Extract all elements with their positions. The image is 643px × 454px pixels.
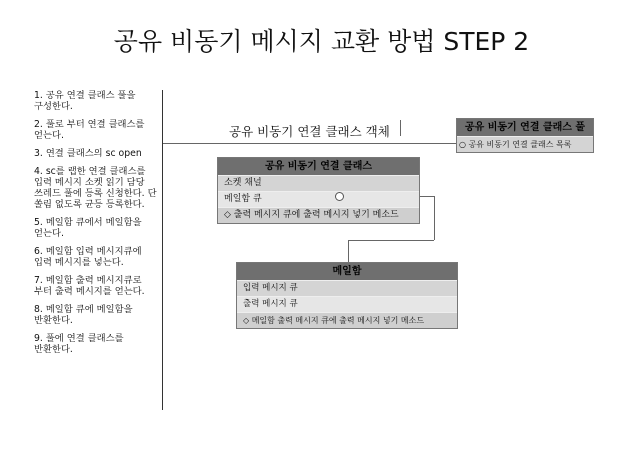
step-item: 2. 풀로 부터 연결 클래스를 얻는다. [34, 119, 145, 141]
step-item: 4. sc를 랩한 연결 클래스를 입력 메시지 소켓 읽기 담당 쓰레드 풀에 등록 신청한다. 단 쏠림 없도록 균등 등록한다. [34, 166, 157, 210]
connection-pool-list-item: ○ 공유 비동기 연결 클래스 목록 [457, 136, 593, 152]
mailbox-header: 메일함 [237, 263, 457, 280]
output-message-queue-field: 출력 메시지 큐 [237, 296, 457, 312]
connection-class-box [217, 157, 420, 224]
mailbox-queue-field: 메일함 큐 [218, 191, 419, 207]
step-list [34, 90, 163, 410]
mailbox-queue-connector-v2 [348, 240, 349, 262]
put-output-message-method: ◇ 출력 메시지 큐에 출력 메시지 넣기 메소드 [218, 207, 419, 223]
step-item: 5. 메일함 큐에서 메일함을 얻는다. [34, 217, 142, 239]
page-title: 공유 비동기 메시지 교환 방법 STEP 2 [113, 27, 530, 56]
mailbox-queue-connector-circle [335, 192, 344, 201]
mailbox-queue-connector-v1 [434, 196, 435, 240]
mailbox-queue-connector-h2 [348, 240, 434, 241]
step-item: 9. 풀에 연결 클래스를 반환한다. [34, 333, 124, 355]
step-item: 8. 메일함 큐에 메일함을 반환한다. [34, 304, 133, 326]
mailbox-put-output-method: ◇ 메일함 출력 메시지 큐에 출력 메시지 넣기 메소드 [237, 312, 457, 328]
connection-pool-box [456, 118, 594, 153]
pool-connector-line [163, 143, 456, 144]
connection-class-header: 공유 비동기 연결 클래스 [218, 158, 419, 175]
step-item: 7. 메일함 출력 메시지큐로 부터 출력 메시지를 얻는다. [34, 275, 145, 297]
connection-pool-header: 공유 비동기 연결 클래스 풀 [457, 119, 593, 136]
step-item: 1. 공유 연결 클래스 풀을 구성한다. [34, 90, 136, 112]
input-message-queue-field: 입력 메시지 큐 [237, 280, 457, 296]
step-item: 3. 연결 클래스의 sc open [34, 148, 142, 159]
pool-object-caption: 공유 비동기 연결 클래스 객체 [229, 124, 390, 139]
pool-caption-tick [400, 120, 401, 136]
mailbox-box [236, 262, 458, 329]
socket-channel-field: 소켓 채널 [218, 175, 419, 191]
step-item: 6. 메일함 입력 메시지큐에 입력 메시지를 넣는다. [34, 246, 142, 268]
